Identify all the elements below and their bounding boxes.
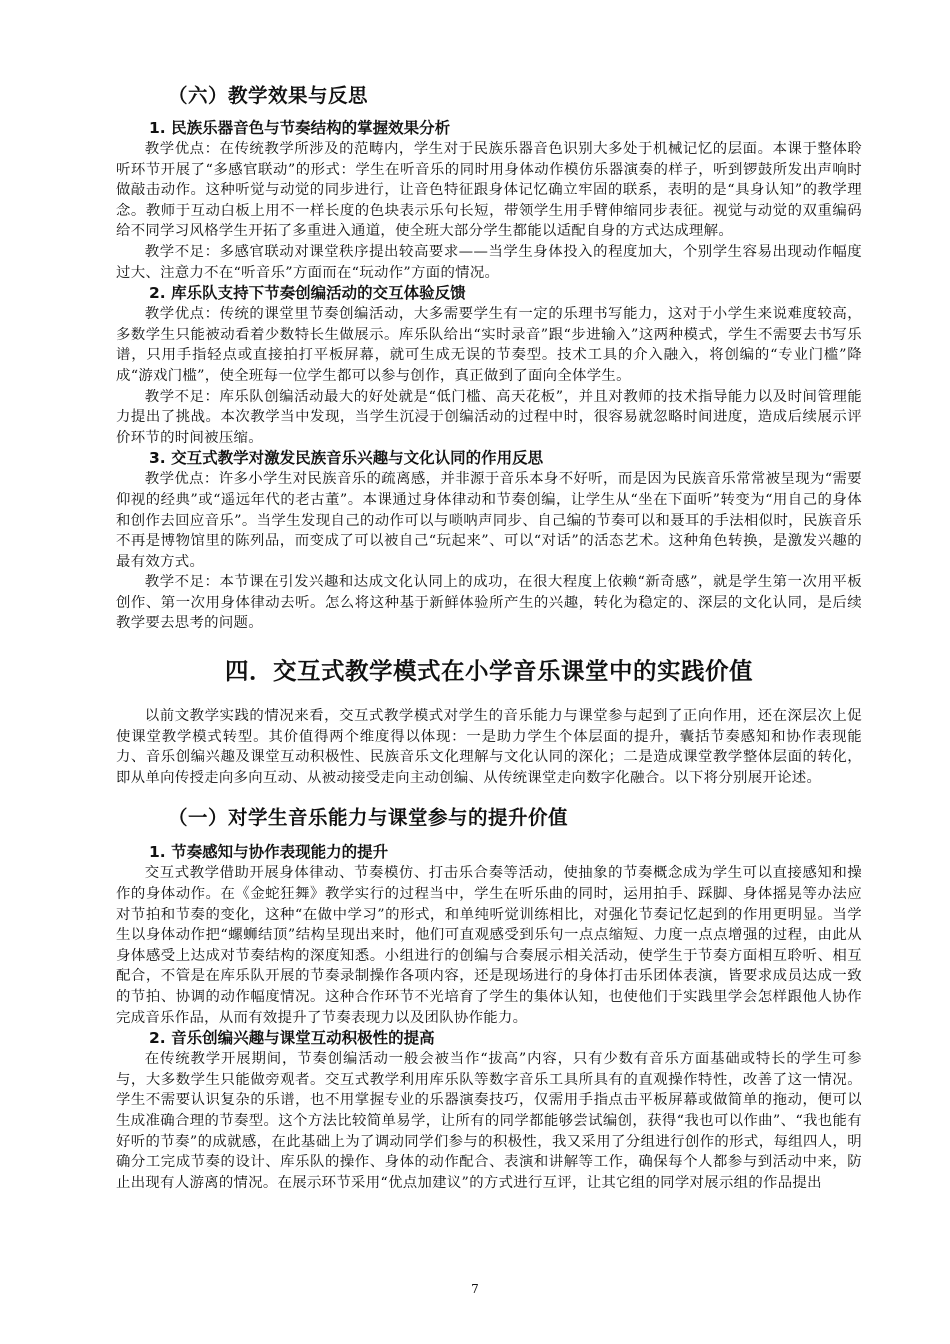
paragraph: 教学不足：多感官联动对课堂秩序提出较高要求——当学生身体投入的程度加大，个别学生容易出现动作幅度过大、注意力不在“听音乐”方面而在“玩动作”方面的情况。 bbox=[116, 243, 862, 281]
subsection-heading-1: 1. 民族乐器音色与节奏结构的掌握效果分析 bbox=[149, 119, 451, 137]
subsection-heading-3: 3. 交互式教学对激发民族音乐兴趣与文化认同的作用反思 bbox=[149, 449, 544, 468]
chapter-title: 四．交互式教学模式在小学音乐课堂中的实践价值 bbox=[225, 657, 753, 686]
paragraph: 教学不足：本节课在引发兴趣和达成文化认同上的成功，在很大程度上依赖“新奇感”，就是学生第一次用平板创作、第一次用身体律动去听。怎么将这种基于新鲜体验所产生的兴趣，转化为稳定的、深层的文化认同，是后续教学要去思考的问题。 bbox=[116, 574, 862, 632]
subsection-heading-2: 2. 库乐队支持下节奏创编活动的交互体验反馈 bbox=[149, 284, 466, 303]
subsection-heading-2: 2. 音乐创编兴趣与课堂互动积极性的提高 bbox=[149, 1029, 435, 1048]
paragraph: 在传统教学开展期间，节奏创编活动一般会被当作“拔高”内容，只有少数有音乐方面基础或特长的学生可参与，大多数学生只能做旁观者。交互式教学利用库乐队等数字音乐工具所具有的直观操作特性，改善了这一情况。学生不需要认识复杂的乐谱，也不用掌握专业的乐器演奏技巧，仅需用手指点击平板屏幕或做简单的拖动，便可以生成准确合理的节奏型。这个方法比较简单易学，让所有的同学都能够尝试编创，获得“我也可以作曲”、“我也能有好听的节奏”的成就感，在此基础上为了调动同学们参与的积极性，我又采用了分组进行创作的形式，每组四人，明确分工完成节奏的设计、库乐队的操作、身体的动作配合、表演和讲解等工作，确保每个人都参与到活动中来，防止出现有人游离的情况。在展示环节采用“优点加建议”的方式进行互评，让其它组的同学对展示组的作品提出 bbox=[116, 1051, 862, 1191]
subsection-heading-1: 1. 节奏感知与协作表现能力的提升 bbox=[149, 843, 389, 862]
document-page bbox=[116, 82, 862, 1193]
section-title-value: （一）对学生音乐能力与课堂参与的提升价值 bbox=[168, 806, 569, 830]
paragraph: 交互式教学借助开展身体律动、节奏模仿、打击乐合奏等活动，使抽象的节奏概念成为学生可以直接感知和操作的身体动作。在《金蛇狂舞》教学实行的过程当中，学生在听乐曲的同时，运用拍手、踩脚、身体摇晃等办法应对节拍和节奏的变化，这种“在做中学习”的形式，和单纯听觉训练相比，对强化节奏记忆起到的作用更明显。当学生以身体动作把“螺蛳结顶”结构呈现出来时，他们可直观感受到乐句一点点缩短、力度一点点增强的过程，由此从身体感受上达成对节奏结构的深度知悉。小组进行的创编与合奏展示相关活动，使学生于节奏方面相互聆听、相互配合，不管是在库乐队开展的节奏录制操作各项内容，还是现场进行的身体打击乐团体表演，皆要求成员达成一致的节拍、协调的动作幅度情况。这种合作环节不光培育了学生的集体认知，也使他们于实践里学会怎样跟他人协作完成音乐作品，从而有效提升了节奏表现力以及团队协作能力。 bbox=[116, 865, 862, 1026]
section-title-reflection: （六）教学效果与反思 bbox=[168, 84, 369, 107]
page-number: 7 bbox=[471, 1282, 479, 1296]
paragraph: 教学不足：库乐队创编活动最大的好处就是“低门槛、高天花板”，并且对教师的技术指导能力以及时间管理能力提出了挑战。本次教学当中发现，当学生沉浸于创编活动的过程中时，很容易就忽略时间进度，造成后续展示评价环节的时间被压缩。 bbox=[116, 388, 862, 446]
chapter-intro-paragraph: 以前文教学实践的情况来看，交互式教学模式对学生的音乐能力与课堂参与起到了正向作用，还在深层次上促使课堂教学模式转型。其价值得两个维度得以体现：一是助力学生个体层面的提升，囊括节奏感知和协作表现能力、音乐创编兴趣及课堂互动积极性、民族音乐文化理解与文化认同的深化；二是造成课堂教学整体层面的转化，即从单向传授走向多向互动、从被动接受走向主动创编、从传统课堂走向数字化融合。以下将分别展开论述。 bbox=[116, 708, 862, 786]
paragraph: 教学优点：许多小学生对民族音乐的疏离感，并非源于音乐本身不好听，而是因为民族音乐常常被呈现为“需要仰视的经典”或“遥远年代的老古董”。本课通过身体律动和节奏创编，让学生从“坐在下面听”转变为“用自己的身体和创作去回应音乐”。当学生发现自己的动作可以与唢呐声同步、自己编的节奏可以和聂耳的手法相似时，民族音乐不再是博物馆里的陈列品，而变成了可以被自己“玩起来”、可以“对话”的活态艺术。这种角色转换，是激发兴趣的最有效方式。 bbox=[116, 471, 862, 570]
paragraph: 教学优点：在传统教学所涉及的范畴内，学生对于民族乐器音色识别大多处于机械记忆的层面。本课于整体聆听环节开展了“多感官联动”的形式：学生在听音乐的同时用身体动作模仿乐器演奏的样子，听到锣鼓所发出声响时做敲击动作。这种听觉与动觉的同步进行，让音色特征跟身体记忆确立牢固的联系，表明的是“具身认知”的教学理念。教师于互动白板上用不一样长度的色块表示乐句长短，带领学生用手臂伸缩同步表征。视觉与动觉的双重编码给不同学习风格学生开拓了多重进入通道，使全班大部分学生都能以适配自身的方式达成理解。 bbox=[116, 141, 862, 240]
paragraph: 教学优点：传统的课堂里节奏创编活动，大多需要学生有一定的乐理书写能力，这对于小学生来说难度较高，多数学生只能被动看着少数特长生做展示。库乐队给出“实时录音”跟“步进输入”这两种模式，学生不需要去书写乐谱，只用手指轻点或直接拍打平板屏幕，就可生成无误的节奏型。技术工具的介入融入，将创编的“专业门槛”降成“游戏门槛”，使全班每一位学生都可以参与创作，真正做到了面向全体学生。 bbox=[116, 306, 862, 384]
